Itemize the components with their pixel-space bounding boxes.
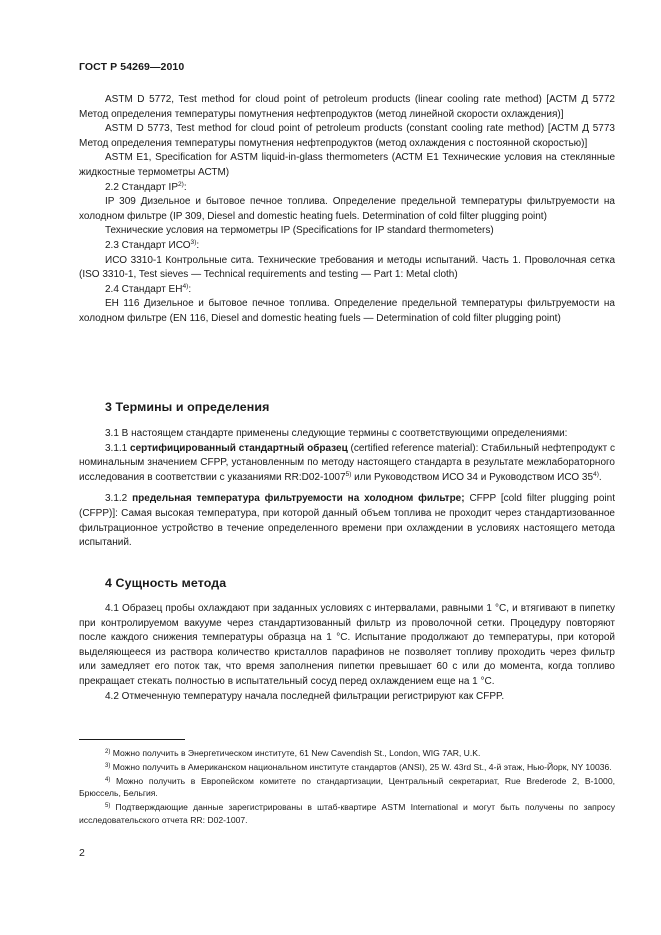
section-3-intro: 3.1 В настоящем стандарте применены следующие термины с соответствующими определениями:: [105, 428, 568, 439]
subsection-en-heading: 2.4 Стандарт ЕН$^{4)}$:: [105, 282, 192, 295]
footnotes: [79, 747, 615, 828]
term-3-1-2: 3.1.2 предельная температура фильтруемости на холодном фильтре; CFPP [cold filter plugging point (CFPP)]: Самая высокая температура, при которой данный объем топлива не проходит через стандартизованное фильтрационное устройство в течение определенного времени при охлаждении в условиях настоящего метода испытаний.: [79, 493, 615, 549]
subsection-iso-heading: 2.3 Стандарт ИСО$^{3)}$:: [105, 238, 200, 251]
footnote-item: $^{2)}$ Можно получить в Энергетическом институте, 61 New Cavendish St., London, WIG 7AR, U.K.: [105, 748, 481, 758]
section-3-heading: 3 Термины и определения: [105, 400, 270, 414]
clause-4-1: 4.1 Образец пробы охлаждают при заданных условиях с интервалами, равными 1 °С, и втягивают в пипетку при контролируемом вакууме через стандартизованный фильтр из проволочной сетки. Процедуру повторяют после каждого снижения температуры образца на 1 °С. Испытание продолжают до температуры, при которой выделяющееся из раствора количество кристаллов парафинов не позволяет топливу проходить через фильтр или замедляет его поток так, что время заполнения пипетки превышает 60 с или до момента, когда топливо прекращает стекать полностью в испытательный сосуд перед охлаждением еще на 1 °С.: [79, 603, 615, 687]
ref-en-116: ЕН 116 Дизельное и бытовое печное топлива. Определение предельной температуры фильтруемости на холодном фильтре (EN 116, Diesel and domestic heating fuels — Determination of cold filter plugging point): [79, 298, 615, 324]
page-number: 2: [79, 847, 85, 859]
term-certified-reference-material: сертифицированный стандартный образец: [130, 442, 348, 454]
normative-references-continued: [79, 93, 615, 327]
section-4-heading: 4 Сущность метода: [105, 576, 227, 590]
footnote-item: $^{4)}$ Можно получить в Европейском комитете по стандартизации, Центральный секретариат, Rue Brederode 2, В-1000, Брюссель, Бельгия.: [79, 776, 615, 799]
ref-astm-d5772: ASTM D 5772, Test method for cloud point of petroleum products (linear cooling rate method) [АСТМ Д 5772 Метод определения температуры помутнения нефтепродуктов (метод линейной скорости охлаждения)]: [79, 94, 615, 120]
clause-4-2: 4.2 Отмеченную температуру начала последней фильтрации регистрируют как CFPP.: [105, 690, 505, 702]
term-3-1-1: 3.1.1 сертифицированный стандартный образец (certified reference material): Стабильный нефтепродукт с номинальным значением CFPP, установленным по методу настоящего стандарта в результате межлабораторного исследования в соответствии с указаниями RR:D02-1007$^{5)}$ или Руководством ИСО 34 и Руководством ИСО 35$^{4)}$.: [79, 442, 616, 483]
section-4-body: [79, 602, 615, 704]
footnote-divider: [79, 739, 185, 740]
ref-ip-309: IP 309 Дизельное и бытовое печное топлива. Определение предельной температуры фильтруемости на холодном фильтре (IP 309, Diesel and domestic heating fuels. Determination of cold filter plugging point): [79, 196, 615, 222]
subsection-ip-heading: 2.2 Стандарт IP$^{2)}$:: [105, 180, 187, 193]
footnote-item: $^{5)}$ Подтверждающие данные зарегистрированы в штаб-квартире ASTM International и могут быть получены по запросу исследовательского отчета RR: D02-1007.: [79, 802, 615, 825]
ref-ip-thermometers: Технические условия на термометры IP (Specifications for IP standard thermometers): [105, 225, 494, 237]
section-3-body: [79, 427, 615, 551]
document-header: ГОСТ Р 54269—2010: [79, 61, 185, 73]
ref-astm-d5773: ASTM D 5773, Test method for cloud point of petroleum products (constant cooling rate method) [АСТМ Д 5773 Метод определения температуры помутнения нефтепродуктов (метод охлаждения с постоянной скоростью)]: [79, 123, 615, 149]
footnote-item: $^{3)}$ Можно получить в Американском национальном институте стандартов (ANSI), 25 W. 43rd St., 4-й этаж, Нью-Йорк, NY 10036.: [105, 762, 612, 772]
ref-astm-e1: ASTM E1, Specification for ASTM liquid-in-glass thermometers (АСТМ Е1 Технические условия на стеклянные жидкостные термометры АСТМ): [79, 152, 615, 178]
term-cfpp: предельная температура фильтруемости на холодном фильтре;: [132, 493, 465, 505]
ref-iso-3310: ИСО 3310-1 Контрольные сита. Технические требования и методы испытаний. Часть 1. Проволочная сетка (ISO 3310-1, Test sieves — Technical requirements and testing — Part 1: Metal cloth): [79, 254, 615, 281]
